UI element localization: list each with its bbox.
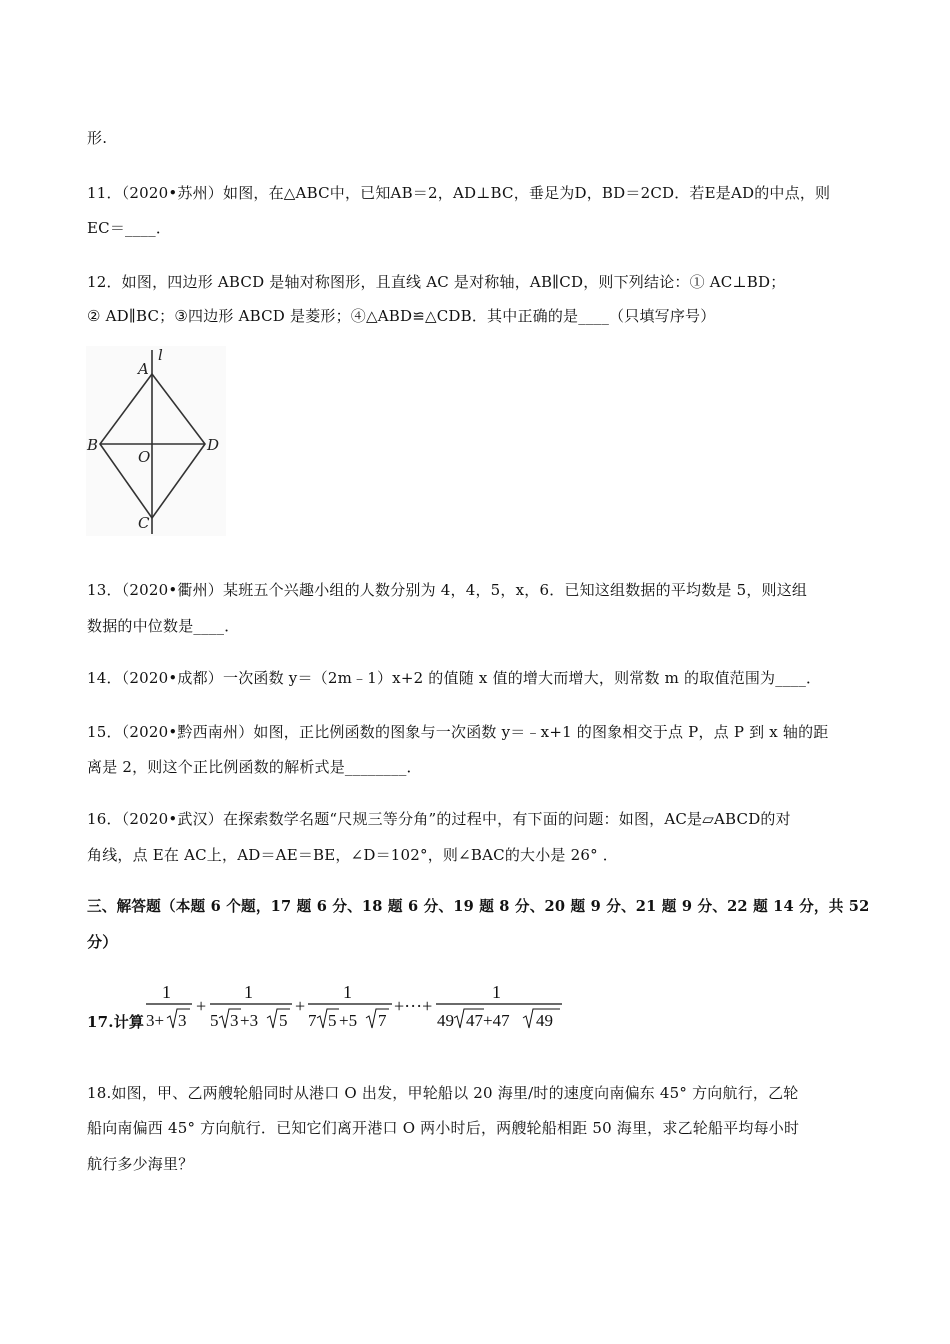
- question-11-line-2: EC＝____．: [87, 219, 172, 237]
- label-c: C: [138, 514, 150, 532]
- term4-den-c: +47: [483, 1011, 510, 1030]
- term1-den-text: 3+: [146, 1011, 165, 1030]
- rhombus-figure: [86, 346, 226, 536]
- plus-1: +: [196, 996, 207, 1016]
- question-13-line-1: 13．（2020•衢州）某班五个兴趣小组的人数分别为 4，4，5，x，6．已知这组数据的平均数是 5，则这组: [87, 581, 808, 599]
- label-a: A: [138, 360, 149, 378]
- question-18-line-1: 18.如图，甲、乙两艘轮船同时从港口 O 出发，甲轮船以 20 海里/时的速度向南偏东 45° 方向航行，乙轮: [87, 1084, 799, 1102]
- term2-den-a: 5: [210, 1011, 219, 1030]
- question-18-line-3: 航行多少海里？: [87, 1155, 194, 1173]
- term3-den-d: 7: [378, 1011, 387, 1030]
- text-line-fragment: 形.: [87, 129, 108, 147]
- question-16-line-2: 角线，点 E在 AC上，AD＝AE＝BE，∠D＝102°，则∠BAC的大小是 26° ．: [87, 846, 618, 864]
- label-o: O: [138, 448, 151, 466]
- question-18-line-2: 船向南偏西 45° 方向航行．已知它们离开港口 O 两小时后，两艘轮船相距 50 海里，求乙轮船平均每小时: [87, 1119, 800, 1137]
- label-l: l: [158, 346, 163, 364]
- term4-numerator: 1: [492, 982, 501, 1002]
- question-14: 14．（2020•成都）一次函数 y＝（2m﹣1）x+2 的值随 x 值的增大而增大，则常数 m 的取值范围为____．: [87, 669, 822, 687]
- question-12-line-1: 12．如图，四边形 ABCD 是轴对称图形，且直线 AC 是对称轴，AB∥CD，则下列结论：① AC⊥BD；: [87, 273, 786, 291]
- term3-den-c: +5: [339, 1011, 358, 1030]
- term1-numerator: 1: [162, 982, 171, 1002]
- question-15-line-1: 15．（2020•黔西南州）如图，正比例函数的图象与一次函数 y＝﹣x+1 的图象相交于点 P，点 P 到 x 轴的距: [87, 723, 829, 741]
- term3-den-b: 5: [328, 1011, 337, 1030]
- plus-2: +: [295, 996, 306, 1016]
- label-b: B: [87, 436, 99, 454]
- question-13-line-2: 数据的中位数是____．: [87, 617, 240, 635]
- question-12-line-2: ② AD∥BC；③四边形 ABCD 是菱形；④△ABD≌△CDB．其中正确的是____（只填写序号）: [87, 307, 716, 325]
- question-11-line-1: 11．（2020•苏州）如图，在△ABC中，已知AB＝2，AD⊥BC，垂足为D，BD＝2CD．若E是AD的中点，则: [87, 184, 831, 202]
- term3-den-a: 7: [308, 1011, 317, 1030]
- term3-numerator: 1: [343, 982, 352, 1002]
- question-16-line-1: 16．（2020•武汉）在探索数学名题“尺规三等分角”的过程中，有下面的问题：如图，AC是▱ABCD的对: [87, 810, 791, 828]
- term2-numerator: 1: [244, 982, 253, 1002]
- question-15-line-2: 离是 2，则这个正比例函数的解析式是________．: [87, 758, 422, 776]
- label-d: D: [207, 436, 220, 454]
- term1-den-rad: 3: [178, 1011, 187, 1030]
- section-3-heading: 三、解答题（本题 6 个题，17 题 6 分、18 题 6 分、19 题 8 分、20 题 9 分、21 题 9 分、22 题 14 分，共 52: [87, 898, 870, 915]
- term2-den-b: 3: [230, 1011, 239, 1030]
- formula-17: [140, 976, 570, 1036]
- term2-den-c: +3: [240, 1011, 259, 1030]
- term4-den-b: 47: [466, 1011, 483, 1030]
- term4-den-d: 49: [536, 1011, 553, 1030]
- question-17-label: 17.计算: [87, 1013, 145, 1031]
- term4-den-a: 49: [437, 1011, 454, 1030]
- ellipsis-plus: +···+: [394, 996, 433, 1016]
- section-3-heading-cont: 分）: [87, 933, 118, 951]
- term2-den-d: 5: [279, 1011, 288, 1030]
